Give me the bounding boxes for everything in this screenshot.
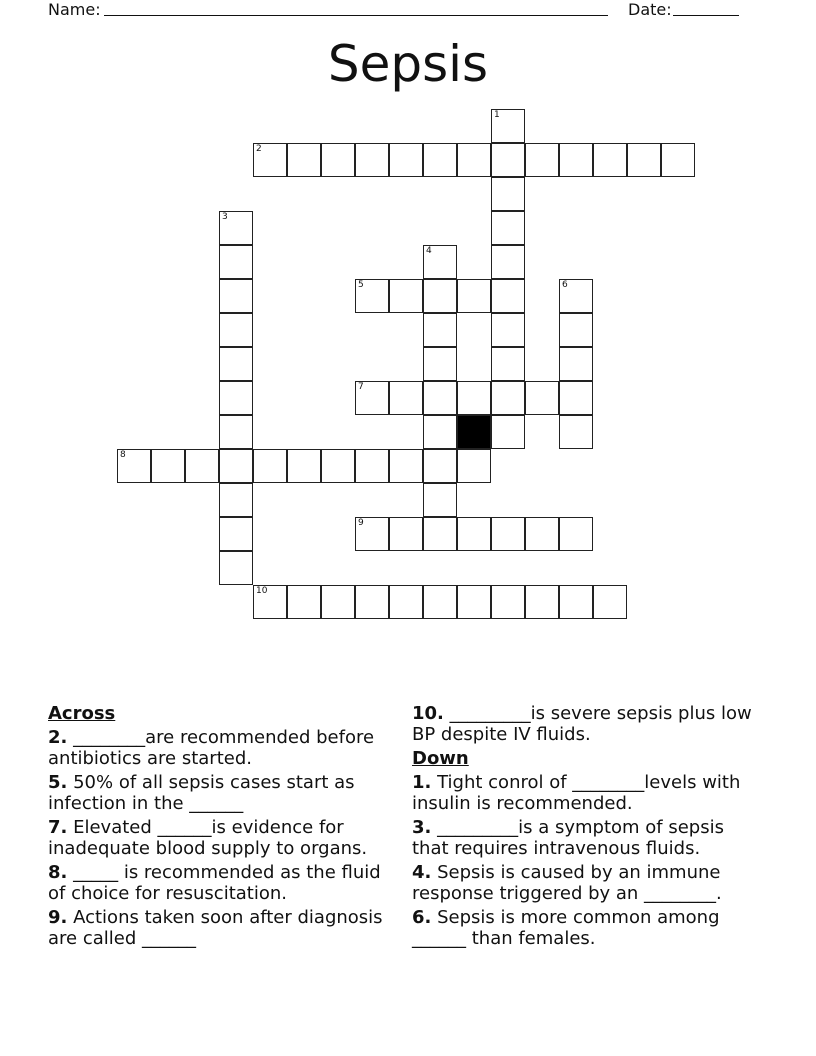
grid-cell[interactable] bbox=[423, 313, 457, 347]
clue-number-label: 6 bbox=[562, 280, 568, 290]
grid-cell[interactable] bbox=[627, 143, 661, 177]
clue-text: _________is severe sepsis plus low BP despite IV fluids. bbox=[412, 703, 752, 745]
grid-cell[interactable] bbox=[355, 517, 389, 551]
grid-cell[interactable] bbox=[389, 517, 423, 551]
grid-cell[interactable] bbox=[219, 483, 253, 517]
clue-number: 3. bbox=[412, 817, 432, 838]
grid-cell[interactable] bbox=[491, 381, 525, 415]
grid-cell[interactable] bbox=[423, 381, 457, 415]
grid-cell[interactable] bbox=[287, 449, 321, 483]
grid-cell[interactable] bbox=[219, 551, 253, 585]
grid-cell[interactable] bbox=[219, 415, 253, 449]
grid-cell[interactable] bbox=[593, 585, 627, 619]
clue-across-5 bbox=[48, 772, 393, 814]
grid-cell[interactable] bbox=[491, 143, 525, 177]
grid-cell[interactable] bbox=[321, 449, 355, 483]
grid-cell[interactable] bbox=[491, 347, 525, 381]
clue-across-9 bbox=[48, 907, 393, 949]
clue-number-label: 4 bbox=[426, 246, 432, 256]
grid-cell[interactable] bbox=[491, 313, 525, 347]
grid-cell[interactable] bbox=[559, 585, 593, 619]
grid-cell[interactable] bbox=[389, 449, 423, 483]
clue-number-label: 1 bbox=[494, 110, 500, 120]
grid-cell[interactable] bbox=[491, 279, 525, 313]
clue-number: 4. bbox=[412, 862, 432, 883]
clue-text: Elevated ______is evidence for inadequate blood supply to organs. bbox=[48, 817, 368, 859]
grid-cell[interactable] bbox=[457, 449, 491, 483]
grid-cell[interactable] bbox=[559, 415, 593, 449]
clue-down-3 bbox=[412, 817, 757, 859]
grid-cell[interactable] bbox=[355, 143, 389, 177]
header bbox=[0, 0, 816, 20]
clue-number: 1. bbox=[412, 772, 432, 793]
grid-cell[interactable] bbox=[423, 245, 457, 279]
grid-cell[interactable] bbox=[661, 143, 695, 177]
grid-cell[interactable] bbox=[253, 449, 287, 483]
grid-cell[interactable] bbox=[117, 449, 151, 483]
grid-cell[interactable] bbox=[491, 245, 525, 279]
grid-cell[interactable] bbox=[253, 143, 287, 177]
grid-cell[interactable] bbox=[423, 415, 457, 449]
clue-number: 9. bbox=[48, 907, 68, 928]
clue-across-7 bbox=[48, 817, 393, 859]
grid-cell[interactable] bbox=[321, 585, 355, 619]
grid-cell[interactable] bbox=[457, 585, 491, 619]
clue-number-label: 3 bbox=[222, 212, 228, 222]
clues-left-column bbox=[48, 703, 393, 952]
grid-cell[interactable] bbox=[389, 585, 423, 619]
grid-cell[interactable] bbox=[355, 449, 389, 483]
grid-cell[interactable] bbox=[219, 313, 253, 347]
grid-cell[interactable] bbox=[491, 585, 525, 619]
clue-text: _____ is recommended as the fluid of choice for resuscitation. bbox=[48, 862, 381, 904]
clue-number-label: 9 bbox=[358, 518, 364, 528]
clue-text: Sepsis is more common among ______ than females. bbox=[412, 907, 720, 949]
clue-number: 7. bbox=[48, 817, 68, 838]
grid-cell[interactable] bbox=[491, 109, 525, 143]
grid-cell[interactable] bbox=[559, 517, 593, 551]
grid-cell[interactable] bbox=[457, 381, 491, 415]
grid-cell[interactable] bbox=[491, 177, 525, 211]
clue-down-6 bbox=[412, 907, 757, 949]
grid-cell[interactable] bbox=[219, 517, 253, 551]
grid-cell[interactable] bbox=[423, 483, 457, 517]
grid-cell[interactable] bbox=[593, 143, 627, 177]
page-title: Sepsis bbox=[327, 35, 489, 93]
grid-cell[interactable] bbox=[559, 313, 593, 347]
grid-cell[interactable] bbox=[389, 143, 423, 177]
grid-cell[interactable] bbox=[219, 449, 253, 483]
grid-cell[interactable] bbox=[355, 585, 389, 619]
grid-cell[interactable] bbox=[185, 449, 219, 483]
grid-cell[interactable] bbox=[355, 381, 389, 415]
grid-cell[interactable] bbox=[389, 279, 423, 313]
clue-down-4 bbox=[412, 862, 757, 904]
grid-cell[interactable] bbox=[287, 585, 321, 619]
clue-number-label: 8 bbox=[120, 450, 126, 460]
grid-cell[interactable] bbox=[253, 585, 287, 619]
clue-number: 8. bbox=[48, 862, 68, 883]
down-heading: Down bbox=[412, 748, 469, 769]
grid-cell[interactable] bbox=[219, 381, 253, 415]
clue-number: 5. bbox=[48, 772, 68, 793]
grid-cell[interactable] bbox=[559, 347, 593, 381]
clue-text: _________is a symptom of sepsis that requires intravenous fluids. bbox=[412, 817, 724, 859]
grid-cell[interactable] bbox=[219, 347, 253, 381]
grid-cell[interactable] bbox=[525, 143, 559, 177]
grid-cell[interactable] bbox=[423, 347, 457, 381]
grid-cell[interactable] bbox=[559, 381, 593, 415]
clue-across-2 bbox=[48, 727, 393, 769]
clue-number-label: 7 bbox=[358, 382, 364, 392]
clue-text: Sepsis is caused by an immune response triggered by an ________. bbox=[412, 862, 722, 904]
across-heading: Across bbox=[48, 703, 116, 724]
clue-number: 2. bbox=[48, 727, 68, 748]
grid-cell[interactable] bbox=[457, 143, 491, 177]
clue-across-10 bbox=[412, 703, 757, 745]
grid-cell[interactable] bbox=[559, 279, 593, 313]
grid-cell[interactable] bbox=[559, 143, 593, 177]
grid-cell[interactable] bbox=[219, 279, 253, 313]
clue-text: Actions taken soon after diagnosis are called ______ bbox=[48, 907, 383, 949]
clues-right-column bbox=[412, 703, 757, 952]
grid-cell[interactable] bbox=[525, 381, 559, 415]
name-field[interactable] bbox=[104, 15, 608, 16]
name-label: Name: bbox=[48, 0, 101, 19]
grid-cell[interactable] bbox=[457, 517, 491, 551]
grid-cell[interactable] bbox=[219, 245, 253, 279]
clue-text: Tight conrol of ________levels with insulin is recommended. bbox=[412, 772, 741, 814]
clue-number: 10. bbox=[412, 703, 444, 724]
clue-number-label: 10 bbox=[256, 586, 268, 596]
grid-cell[interactable] bbox=[491, 211, 525, 245]
grid-cell[interactable] bbox=[321, 143, 355, 177]
grid-cell[interactable] bbox=[423, 449, 457, 483]
clue-text: ________are recommended before antibiotics are started. bbox=[48, 727, 375, 769]
grid-cell[interactable] bbox=[219, 211, 253, 245]
clue-number-label: 2 bbox=[256, 144, 262, 154]
grid-cell[interactable] bbox=[525, 585, 559, 619]
grid-cell[interactable] bbox=[389, 381, 423, 415]
grid-cell[interactable] bbox=[423, 143, 457, 177]
grid-cell[interactable] bbox=[491, 517, 525, 551]
clue-number-label: 5 bbox=[358, 280, 364, 290]
clue-text: 50% of all sepsis cases start as infection in the ______ bbox=[48, 772, 355, 814]
grid-cell[interactable] bbox=[151, 449, 185, 483]
grid-cell[interactable] bbox=[287, 143, 321, 177]
grid-cell[interactable] bbox=[525, 517, 559, 551]
date-label: Date: bbox=[628, 0, 672, 19]
clue-down-1 bbox=[412, 772, 757, 814]
grid-cell[interactable] bbox=[355, 279, 389, 313]
black-cell bbox=[457, 415, 491, 449]
grid-cell[interactable] bbox=[423, 585, 457, 619]
grid-cell[interactable] bbox=[491, 415, 525, 449]
clue-across-8 bbox=[48, 862, 393, 904]
date-field[interactable] bbox=[673, 15, 739, 16]
clue-number: 6. bbox=[412, 907, 432, 928]
grid-cell[interactable] bbox=[423, 279, 457, 313]
grid-cell[interactable] bbox=[423, 517, 457, 551]
grid-cell[interactable] bbox=[457, 279, 491, 313]
